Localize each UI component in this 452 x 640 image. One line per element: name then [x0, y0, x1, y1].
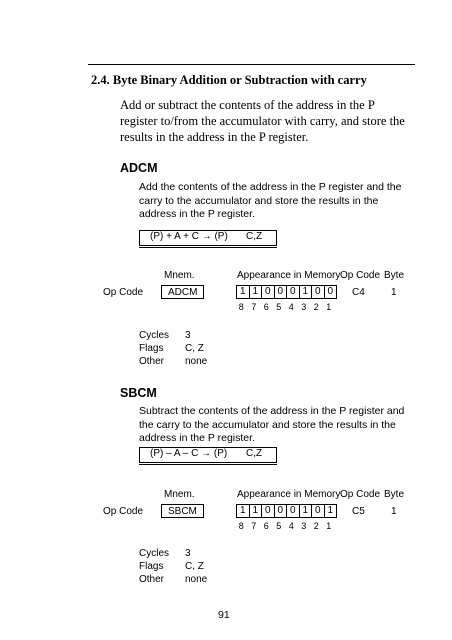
bit-number: 7: [251, 302, 257, 312]
mnem-box-adcm: ADCM: [161, 285, 204, 299]
header-appearance: Appearance in Memory: [237, 270, 341, 281]
bit-5: 0: [274, 286, 287, 298]
bit-2: 0: [311, 286, 324, 298]
bit-number: 4: [288, 302, 294, 312]
bit-number: 1: [326, 521, 332, 531]
flags-label-sbcm: Flags: [139, 561, 164, 572]
bit-3: 1: [299, 505, 312, 517]
other-value-sbcm: none: [185, 574, 208, 585]
bit-pattern-sbcm: [236, 504, 337, 518]
flags-value-sbcm: C, Z: [185, 561, 204, 572]
instruction-description-adcm: Add the contents of the address in the P register and the carry to the accumulator and store the results in the address in the P register.: [139, 181, 402, 220]
formula-adcm: (P) + A + C → (P): [150, 231, 228, 242]
row-label-opcode: Op Code: [103, 287, 144, 298]
other-value-adcm: none: [185, 356, 208, 367]
instruction-title-sbcm: SBCM: [120, 386, 157, 400]
bit-number: 2: [313, 521, 319, 531]
top-rule: [88, 64, 415, 65]
bit-8: 1: [239, 286, 246, 297]
section-intro: Add or subtract the contents of the address in the P register to/from the accumulator with carry, and store the results in the address in the P register.: [120, 98, 405, 144]
bit-7: 1: [249, 286, 262, 298]
cycles-value-adcm: 3: [185, 330, 191, 341]
cycles-label-adcm: Cycles: [139, 330, 170, 341]
bit-number: 8: [238, 521, 244, 531]
header-byte: Byte: [384, 489, 405, 500]
section-title: 2.4. Byte Binary Addition or Subtraction with carry: [91, 73, 367, 87]
header-opcode: Op Code: [340, 489, 381, 500]
bit-1: 1: [324, 505, 337, 517]
bit-number: 8: [238, 302, 244, 312]
header-opcode: Op Code: [340, 270, 381, 281]
bit-3: 1: [299, 286, 312, 298]
byte-value-adcm: 1: [391, 287, 397, 298]
header-appearance: Appearance in Memory: [237, 489, 341, 500]
header-byte: Byte: [384, 270, 405, 281]
instruction-description-sbcm: Subtract the contents of the address in the P register and the carry to the accumulator and store the results in the address in the P register.: [139, 405, 405, 444]
bit-8: 1: [239, 505, 246, 516]
bit-number: 7: [251, 521, 257, 531]
bit-4: 0: [286, 505, 299, 517]
bit-number: 6: [263, 521, 269, 531]
header-mnem: Mnem.: [164, 270, 195, 281]
header-mnem: Mnem.: [164, 489, 195, 500]
opcode-value-sbcm: C5: [352, 506, 365, 517]
other-label-adcm: Other: [139, 356, 165, 367]
bit-5: 0: [274, 505, 287, 517]
formula-flags-sbcm: C,Z: [246, 448, 263, 459]
bit-pattern-adcm: [236, 285, 337, 299]
bit-number: 3: [301, 521, 307, 531]
bit-6: 0: [261, 286, 274, 298]
bit-7: 1: [249, 505, 262, 517]
bit-number: 6: [263, 302, 269, 312]
bit-number: 1: [326, 302, 332, 312]
flags-label-adcm: Flags: [139, 343, 164, 354]
bit-1: 0: [324, 286, 337, 298]
instruction-title-adcm: ADCM: [120, 161, 158, 175]
bit-number: 3: [301, 302, 307, 312]
cycles-value-sbcm: 3: [185, 548, 191, 559]
byte-value-sbcm: 1: [391, 506, 397, 517]
row-label-opcode: Op Code: [103, 506, 144, 517]
formula-underline: [139, 247, 277, 248]
other-label-sbcm: Other: [139, 574, 165, 585]
bit-number: 4: [288, 521, 294, 531]
bit-numbers-sbcm: [235, 521, 335, 531]
bit-2: 0: [311, 505, 324, 517]
page-number: 91: [218, 609, 230, 621]
bit-4: 0: [286, 286, 299, 298]
flags-value-adcm: C, Z: [185, 343, 204, 354]
bit-number: 2: [313, 302, 319, 312]
bit-numbers-adcm: [235, 302, 335, 312]
bit-number: 5: [276, 521, 282, 531]
opcode-value-adcm: C4: [352, 287, 365, 298]
bit-number: 5: [276, 302, 282, 312]
cycles-label-sbcm: Cycles: [139, 548, 170, 559]
formula-sbcm: (P) – A – C → (P): [150, 448, 228, 459]
mnem-box-sbcm: SBCM: [161, 504, 204, 518]
bit-6: 0: [261, 505, 274, 517]
formula-flags-adcm: C,Z: [246, 231, 263, 242]
formula-underline: [139, 464, 277, 465]
